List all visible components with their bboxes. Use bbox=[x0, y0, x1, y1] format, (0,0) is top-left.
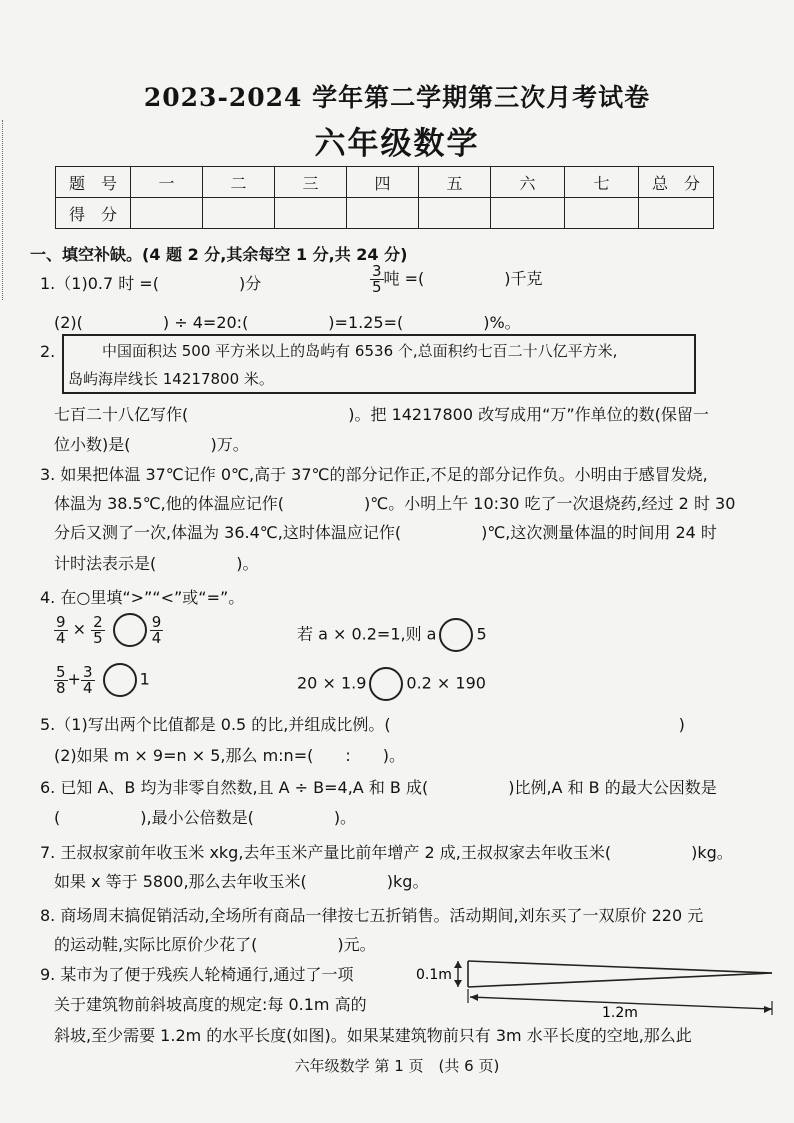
q1-part2: (2)( ) ÷ 4=20:( )=1.25=( )%。 bbox=[54, 313, 521, 332]
subject-title: 六年级数学 bbox=[314, 126, 480, 162]
q2-box-line2: 岛屿海岸线长 14217800 米。 bbox=[68, 370, 274, 388]
score-input-q7[interactable] bbox=[565, 198, 639, 229]
q6-line1: 6. 已知 A、B 均为非零自然数,且 A ÷ B=4,A 和 B 成( )比例,A 和 B 的最大公因数是 bbox=[40, 778, 717, 797]
q1-part1-right: $\frac{3}{5}$ 吨 =( )千克 bbox=[372, 262, 543, 296]
score-row-label: 得 分 bbox=[56, 198, 131, 229]
score-table bbox=[55, 166, 714, 229]
score-input-total[interactable] bbox=[639, 198, 714, 229]
section-heading: 一、填空补缺。(4 题 2 分,其余每空 1 分,共 24 分) bbox=[30, 245, 408, 264]
height-label: 0.1m bbox=[416, 967, 452, 983]
q3-line3: 分后又测了一次,体温为 36.4℃,这时体温应记作( )℃,这次测量体温的时间用 24 时 bbox=[54, 523, 717, 542]
length-label: 1.2m bbox=[602, 1005, 638, 1021]
q7-line1: 7. 王叔叔家前年收玉米 xkg,去年玉米产量比前年增产 2 成,王叔叔家去年收玉米( )kg。 bbox=[40, 843, 733, 862]
q2-line1: 七百二十八亿写作( )。把 14217800 改写成用“万”作单位的数(保留一 bbox=[54, 405, 709, 424]
slope-diagram bbox=[412, 953, 778, 1023]
compare-circle-2[interactable] bbox=[439, 618, 473, 652]
q8-line2: 的运动鞋,实际比原价少花了( )元。 bbox=[54, 935, 376, 954]
height-arrow-bottom bbox=[454, 980, 462, 987]
q4-stem: 4. 在○里填“>”“<”或“=”。 bbox=[40, 588, 245, 607]
slope-top-line bbox=[468, 961, 772, 973]
score-cell-q7: 七 bbox=[565, 167, 639, 198]
compare-circle-1[interactable] bbox=[113, 613, 147, 647]
q9-line2: 关于建筑物前斜坡高度的规定:每 0.1m 高的 bbox=[54, 995, 367, 1014]
q3-line1: 3. 如果把体温 37℃记作 0℃,高于 37℃的部分记作正,不足的部分记作负。小明由于感冒发烧, bbox=[40, 465, 708, 484]
score-cell-label: 题 号 bbox=[56, 167, 131, 198]
score-cell-q3: 三 bbox=[275, 167, 347, 198]
q2-box-line1: 中国面积达 500 平方米以上的岛屿有 6536 个,总面积约七百二十八亿平方米, bbox=[102, 342, 618, 360]
q2-number: 2. bbox=[40, 342, 56, 361]
score-input-q5[interactable] bbox=[419, 198, 491, 229]
score-input-q1[interactable] bbox=[131, 198, 203, 229]
score-table-score-row bbox=[56, 198, 714, 229]
q8-line1: 8. 商场周末搞促销活动,全场所有商品一律按七五折销售。活动期间,刘东买了一双原价 220 元 bbox=[40, 906, 704, 925]
q9-line3: 斜坡,至少需要 1.2m 的水平长度(如图)。如果某建筑物前只有 3m 水平长度的空地,那么此 bbox=[54, 1026, 692, 1045]
q7-line2: 如果 x 等于 5800,那么去年收玉米( )kg。 bbox=[54, 872, 429, 891]
score-cell-q4: 四 bbox=[347, 167, 419, 198]
score-cell-total: 总 分 bbox=[639, 167, 714, 198]
slope-bottom-line bbox=[468, 973, 772, 987]
score-input-q2[interactable] bbox=[203, 198, 275, 229]
q4-row2-right: 20 × 1.9 0.2 × 190 bbox=[297, 667, 486, 701]
score-cell-q6: 六 bbox=[491, 167, 565, 198]
score-input-q4[interactable] bbox=[347, 198, 419, 229]
q4-row2-left: $\frac{5}{8}$ + $\frac{3}{4}$ 1 bbox=[56, 662, 150, 697]
q5-line1: 5.（1)写出两个比值都是 0.5 的比,并组成比例。( ) bbox=[40, 715, 685, 734]
score-input-q3[interactable] bbox=[275, 198, 347, 229]
q3-line4: 计时法表示是( )。 bbox=[54, 554, 259, 573]
score-cell-q2: 二 bbox=[203, 167, 275, 198]
q4-row1-left: $\frac{9}{4}$ × $\frac{2}{5}$ $\frac{9}{4}$ bbox=[56, 612, 162, 647]
exam-title: 2023-2024 学年第二学期第三次月考试卷 bbox=[143, 83, 651, 112]
score-cell-q5: 五 bbox=[419, 167, 491, 198]
q4-row1-right: 若 a × 0.2=1,则 a 5 bbox=[297, 618, 487, 652]
score-cell-q1: 一 bbox=[131, 167, 203, 198]
q2-line2: 位小数)是( )万。 bbox=[54, 435, 249, 454]
score-input-q6[interactable] bbox=[491, 198, 565, 229]
page-footer: 六年级数学 第 1 页 (共 6 页) bbox=[294, 1057, 500, 1075]
compare-circle-3[interactable] bbox=[103, 663, 137, 697]
q5-line2: (2)如果 m × 9=n × 5,那么 m:n=( : )。 bbox=[54, 746, 405, 765]
q9-line1: 9. 某市为了便于残疾人轮椅通行,通过了一项 bbox=[40, 965, 354, 984]
height-arrow-top bbox=[454, 961, 462, 968]
q1-fraction: $\frac{3}{5}$ bbox=[372, 262, 382, 296]
length-arrow-left bbox=[470, 994, 478, 1001]
q6-line2: ( ),最小公倍数是( )。 bbox=[54, 808, 357, 827]
length-arrow-right bbox=[764, 1006, 772, 1013]
compare-circle-4[interactable] bbox=[369, 667, 403, 701]
q1-part1-left: 1.（1)0.7 时 =( )分 bbox=[40, 274, 262, 293]
q3-line2: 体温为 38.5℃,他的体温应记作( )℃。小明上午 10:30 吃了一次退烧药,经过 2 时 30 bbox=[54, 494, 736, 513]
score-table-header-row bbox=[56, 167, 714, 198]
